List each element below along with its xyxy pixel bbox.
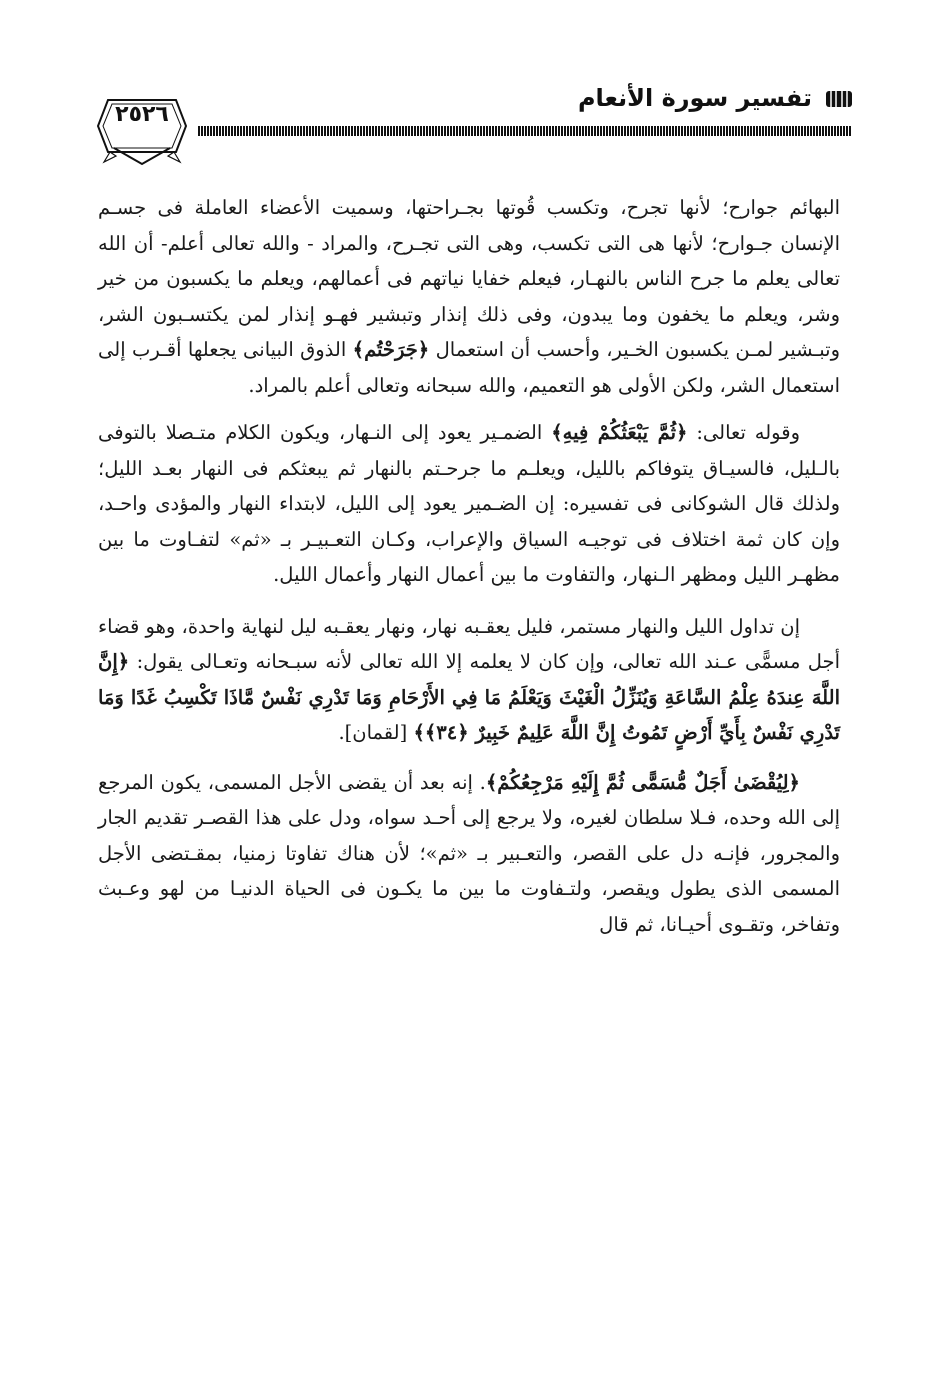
paragraph-2-text-end: الضمـير يعود إلى النـهار، ويكون الكلام متـصلا بالتوفى بالـليل، فالسيـاق يتوفاكم بالليل، ويعلـم ما جرحـتم بالنهار ثم يبعثكم فى النهار بعـد الليل؛ ولذلك قال الشوكانى فى تفسيره: إن الضـمير يعود إلى الليل، لابتداء النهار والمؤدى واحـد، وإن كان ثمة اختلاف فى توجيـه السياق والإعراب، وكـان التعـبيـر بـ «ثم» لتفـاوت ما بين مظهـر الليل ومظهر الـنهار، والتفاوت ما بين أعمال النهار وأعمال الليل. <box>98 421 840 586</box>
surah-reference: [لقمان]. <box>338 721 408 744</box>
page-body <box>98 190 840 942</box>
header-rule <box>198 126 852 136</box>
paragraph-3-text: إن تداول الليل والنهار مستمر، فليل يعقـبه نهار، ونهار يعقـبه ليل لنهاية واحدة، وهو قضاء أجل مسمًّى عـند الله تعالى، وإن كان لا يعلمه إلا الله تعالى لأنه سبـحانه وتعـالى يقول: <box>98 614 840 673</box>
paragraph-3 <box>98 609 840 751</box>
quran-quote: ﴿جَرَحْتُم﴾ <box>352 338 430 361</box>
paragraph-2 <box>98 415 840 593</box>
paragraph-1 <box>98 190 840 403</box>
ornament-icon <box>826 89 852 109</box>
paragraph-1-text-end: الذوق البيانى يجعلها أقـرب إلى استعمال الشر، ولكن الأولى هو التعميم، والله سبحانه وتعالى أعلم بالمراد. <box>98 338 840 397</box>
paragraph-1-text: البهائم جوارح؛ لأنها تجرح، وتكسب قُوتها بجـراحتها، وسميت الأعضاء العاملة فى جسـم الإنسان جـوارح؛ لأنها هى التى تكسب، وهى التى تجـرح، والمراد - والله تعالى أعلم- أن الله تعالى يعلم ما جرح الناس بالنهـار، فيعلم خفايا نياتهم فى أعمالهم، ويعلم ما يكسبون من خير وشر، ويعلم ما يخفون وما يبدون، وفى ذلك إنذار وتبشير فهـو إنذار لمن يكتسـبون الشر، وتبـشير لمـن يكسبون الخـير، وأحسب أن استعمال <box>98 196 841 361</box>
quran-quote: ﴿ثُمَّ يَبْعَثُكُمْ فِيهِ﴾ <box>551 421 688 444</box>
paragraph-2-text: وقوله تعالى: <box>696 421 800 444</box>
running-title: تفسير سورة الأنعام <box>577 84 812 112</box>
paragraph-4 <box>98 765 840 943</box>
quran-quote: ﴿لِيُقْضَىٰ أَجَلٌ مُّسَمًّى ثُمَّ إِلَيْهِ مَرْجِعُكُمْ﴾ <box>485 770 800 794</box>
page-number: ٢٥٢٦ <box>115 102 169 127</box>
paragraph-4-text: . إنه بعد أن يقضى الأجل المسمى، يكون المرجع إلى الله وحده، فـلا سلطان لغيره، ولا يرجع إلى أحـد سواه، ودل على هذا القصـر تقديم الجار والمجرور، فإنـه دل على القصر، والتعـبير بـ «ثم»؛ لأن هناك تفاوتا زمنيا، بمقـتضى الأجل المسمى الذى يطول ويقصر، ولتـفاوت ما بين ما يكـون فى الحياة الدنيـا من لهو وعـبث وتفاخر، وتقـوى أحيـانا، ثم قال <box>98 770 840 936</box>
quran-quote: ﴿إِنَّ اللَّهَ عِندَهُ عِلْمُ السَّاعَةِ وَيُنَزِّلُ الْغَيْثَ وَيَعْلَمُ مَا فِي الأَرْحَامِ وَمَا تَدْرِي نَفْسٌ مَّاذَا تَكْسِبُ غَدًا وَمَا تَدْرِي نَفْسٌ بِأَيِّ أَرْضٍ تَمُوتُ إِنَّ اللَّهَ عَلِيمٌ خَبِيرٌ ﴿٣٤﴾﴾ <box>98 650 840 744</box>
page-header <box>92 70 852 170</box>
